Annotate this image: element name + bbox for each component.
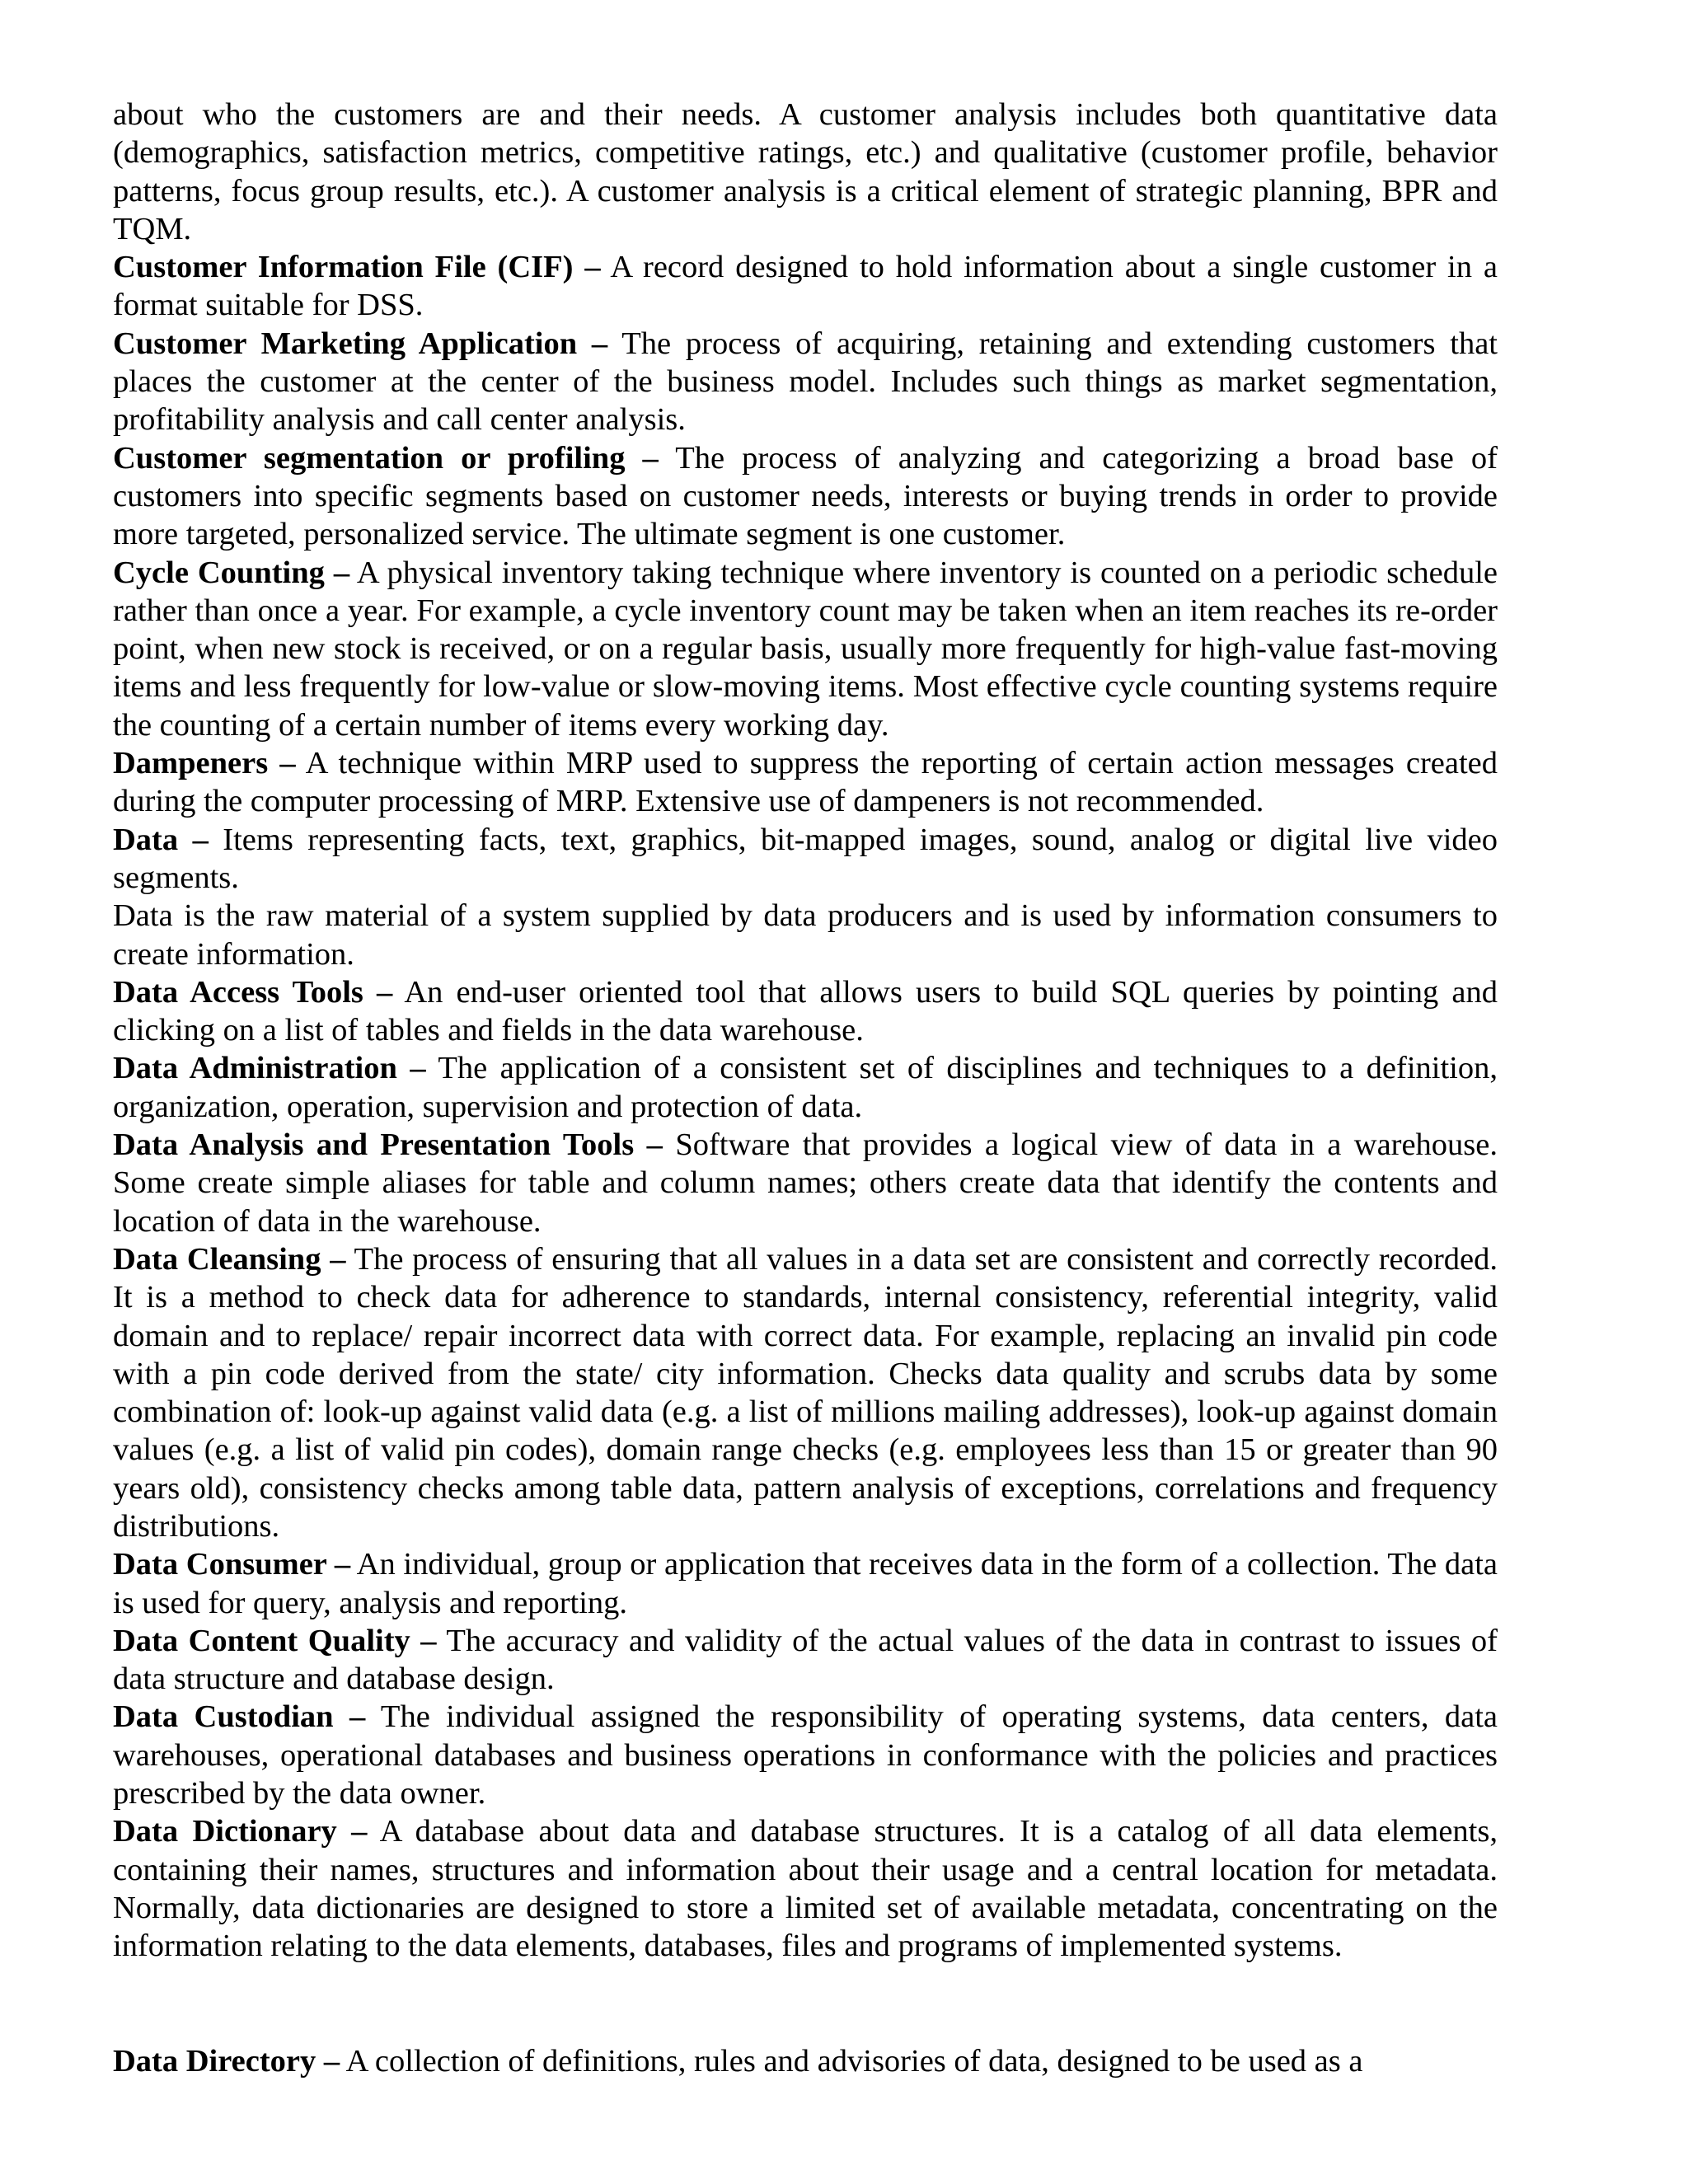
entry-separator xyxy=(296,746,306,780)
entry-term: Data Dictionary – xyxy=(113,1814,368,1849)
glossary-entry-14 xyxy=(113,1698,1498,1812)
entry-term: Data Analysis and Presentation Tools – xyxy=(113,1127,663,1163)
glossary-page xyxy=(113,96,1498,2080)
entry-definition: An individual, group or application that receives data in the form of a collection. The data is used for query, analysis and reporting. xyxy=(113,1547,1498,1620)
glossary-entry-1 xyxy=(113,248,1498,325)
entry-separator xyxy=(392,975,404,1010)
entry-term: Data Access Tools – xyxy=(113,974,393,1010)
entry-separator xyxy=(659,441,675,476)
glossary-entry-4 xyxy=(113,554,1498,744)
glossary-entry-12 xyxy=(113,1545,1498,1622)
entry-term: Data Administration – xyxy=(113,1051,426,1086)
entry-definition: A physical inventory taking technique where inventory is counted on a periodic schedule rather than once a year. For example, a cycle inventory count may be taken when an item reaches its re-order point, when new stock is received, or on a regular basis, usually more frequently for high-value fast-moving items and less frequently for low-value or slow-moving items. Most effective cycle counting systems require the counting of a certain number of items every working day. xyxy=(113,555,1498,743)
entry-definition: Software that provides a logical view of data in a warehouse. Some create simple aliases for table and column names; others create data that identify the contents and location of data in the warehouse. xyxy=(113,1127,1498,1239)
glossary-entry-5 xyxy=(113,744,1498,821)
entry-term: Data Consumer – xyxy=(113,1547,351,1582)
entry-separator xyxy=(209,823,223,857)
glossary-entry-13 xyxy=(113,1622,1498,1699)
entry-term: Data – xyxy=(113,822,209,857)
entry-separator xyxy=(349,555,357,590)
entry-term: Data Content Quality – xyxy=(113,1623,437,1658)
glossary-entry-11 xyxy=(113,1240,1498,1545)
entry-term: Customer Marketing Application – xyxy=(113,326,608,361)
glossary-entry-2 xyxy=(113,325,1498,439)
entry-separator xyxy=(437,1624,447,1658)
entry-separator xyxy=(663,1127,675,1162)
entry-definition: The accuracy and validity of the actual values of the data in contrast to issues of data structure and database design. xyxy=(113,1623,1498,1697)
entry-definition: The process of analyzing and categorizing a broad base of customers into specific segments based on customer needs, interests or buying trends in order to provide more targeted, personalized service. The ultimate segment is one customer. xyxy=(113,440,1498,552)
glossary-entry-16 xyxy=(113,2042,1498,2080)
entry-definition: Data is the raw material of a system supplied by data producers and is used by information consumers to create information. xyxy=(113,898,1498,972)
entry-definition: The application of a consistent set of disciplines and techniques to a definition, organization, operation, supervision and protection of data. xyxy=(113,1051,1498,1124)
entry-term: Cycle Counting – xyxy=(113,555,350,590)
glossary-entry-3 xyxy=(113,439,1498,554)
glossary-entry-9 xyxy=(113,1049,1498,1126)
blank-gap xyxy=(113,1966,1498,2042)
entry-term: Customer segmentation or profiling – xyxy=(113,440,659,476)
entry-separator xyxy=(367,1814,379,1849)
entry-definition: An end-user oriented tool that allows users to build SQL queries by pointing and clicking on a list of tables and fields in the data warehouse. xyxy=(113,974,1498,1048)
entry-definition: A technique within MRP used to suppress the reporting of certain action messages created during the computer processing of MRP. Extensive use of dampeners is not recommended. xyxy=(113,746,1498,819)
entry-term: Dampeners – xyxy=(113,746,296,781)
entry-definition: A database about data and database structures. It is a catalog of all data elements, containing their names, structures and information about their usage and a central location for metadata. Normally, data dictionaries are designed to store a limited set of available metadata, concentrating on the information relating to the data elements, databases, files and programs of implemented systems. xyxy=(113,1814,1498,1964)
entry-definition: about who the customers are and their needs. A customer analysis includes both quantitative data (demographics, satisfaction metrics, competitive ratings, etc.) and qualitative (customer profile, behavior patterns, focus group results, etc.). A customer analysis is a critical element of strategic planning, BPR and TQM. xyxy=(113,97,1498,246)
entry-separator xyxy=(345,1242,354,1277)
entry-term: Data Directory – xyxy=(113,2043,340,2079)
glossary-entry-7 xyxy=(113,897,1498,973)
entry-definition: The individual assigned the responsibility of operating systems, data centers, data warehouses, operational databases and business operations in conformance with the policies and practices prescribed by the data owner. xyxy=(113,1699,1498,1811)
glossary-entry-6 xyxy=(113,821,1498,898)
glossary-entry-15 xyxy=(113,1812,1498,1965)
glossary-entry-8 xyxy=(113,973,1498,1050)
entry-term: Customer Information File (CIF) – xyxy=(113,250,601,285)
glossary-entry-0 xyxy=(113,96,1498,248)
entry-separator xyxy=(607,326,621,361)
entry-definition: A collection of definitions, rules and advisories of data, designed to be used as a xyxy=(345,2043,1363,2079)
entry-definition: Items representing facts, text, graphics, bit-mapped images, sound, analog or digital live video segments. xyxy=(113,822,1498,895)
glossary-entry-10 xyxy=(113,1126,1498,1240)
entry-term: Data Custodian – xyxy=(113,1699,366,1735)
entry-separator xyxy=(340,2044,346,2079)
entry-definition: A record designed to hold information about a single customer in a format suitable for DSS. xyxy=(113,250,1498,323)
entry-term: Data Cleansing – xyxy=(113,1241,346,1277)
entry-definition: The process of acquiring, retaining and extending customers that places the customer at the center of the business model. Includes such things as market segmentation, profitability analysis and call center analysis. xyxy=(113,326,1498,438)
entry-separator xyxy=(350,1547,357,1582)
entry-separator xyxy=(601,250,611,284)
entry-separator xyxy=(365,1699,381,1734)
entry-definition: The process of ensuring that all values in a data set are consistent and correctly recorded. It is a method to check data for adherence to standards, internal consistency, referential integrity, valid domain and to replace/ repair incorrect data with correct data. For example, replacing an invalid pin code with a pin code derived from the state/ city information. Checks data quality and scrubs data by some combination of: look-up against valid data (e.g. a list of millions mailing addresses), look-up against domain values (e.g. a list of valid pin codes), domain range checks (e.g. employees less than 15 or greater than 90 years old), consistency checks among table data, pattern analysis of exceptions, correlations and frequency distributions. xyxy=(113,1241,1498,1544)
entry-separator xyxy=(426,1051,438,1085)
